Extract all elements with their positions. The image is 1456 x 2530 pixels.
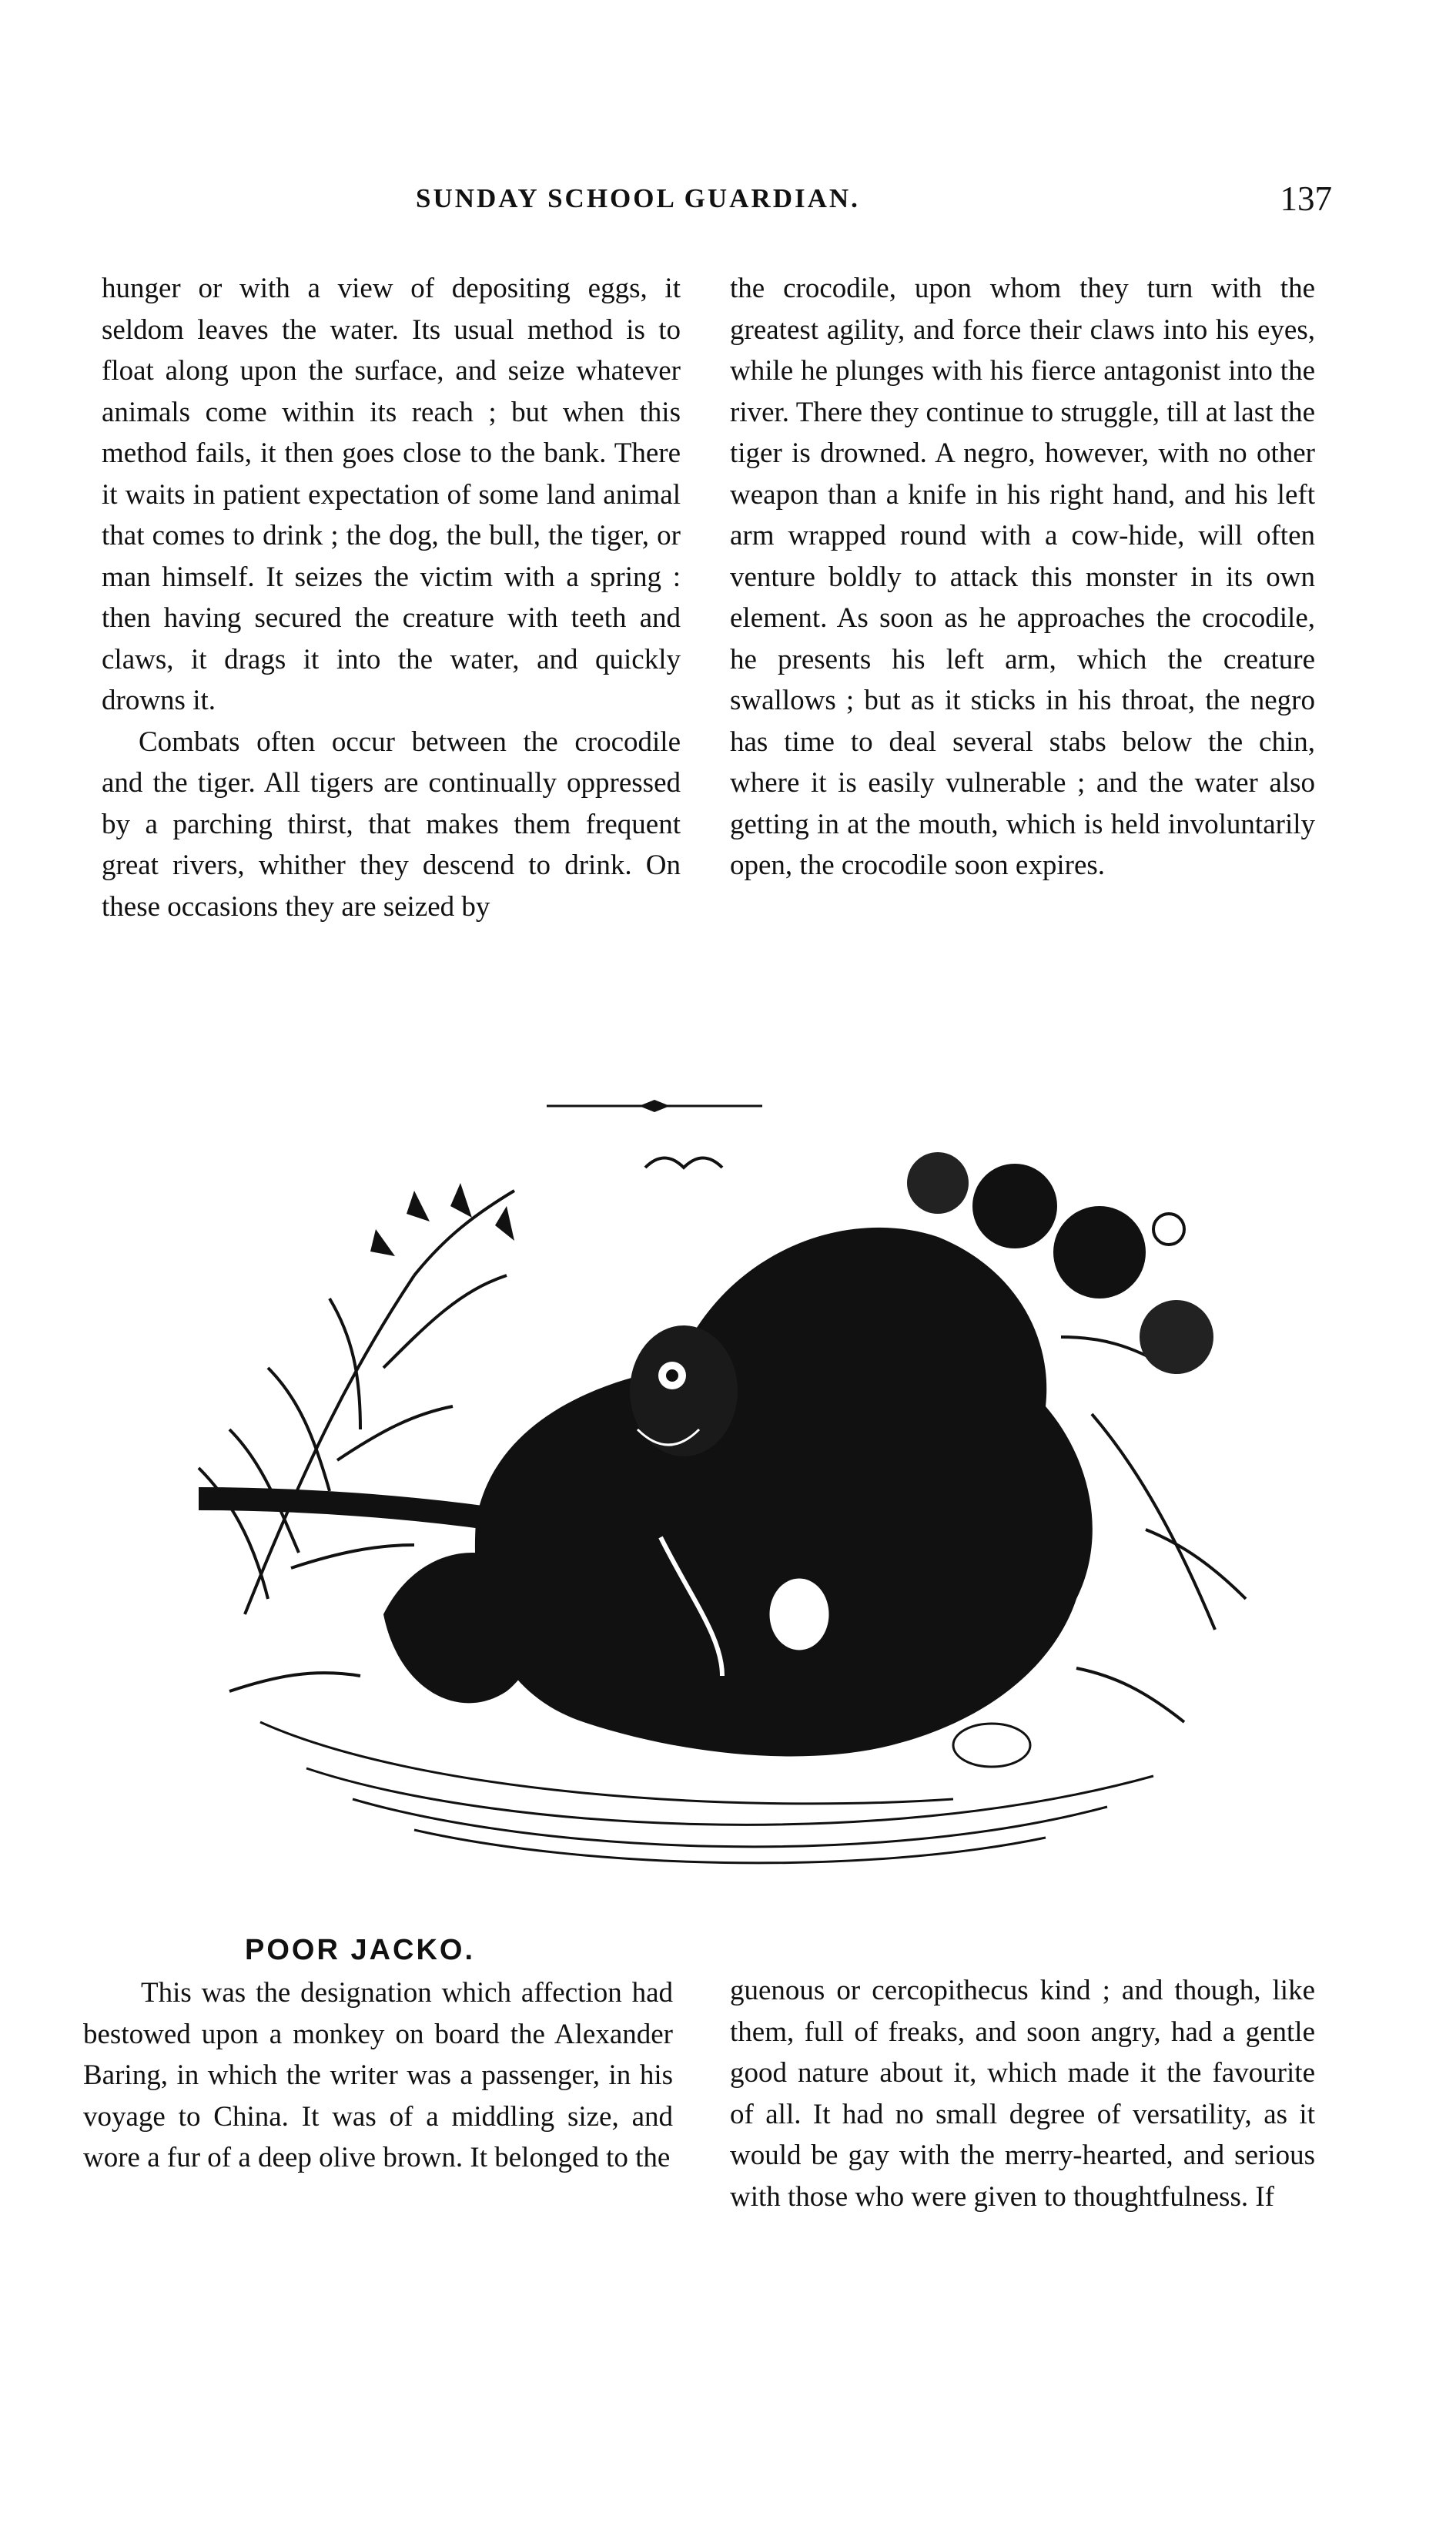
article-left-column — [83, 1929, 673, 2179]
page-number: 137 — [1280, 179, 1332, 218]
journal-title: SUNDAY SCHOOL GUARDIAN. — [416, 183, 860, 213]
jacko-paragraph-2: guenous or cercopithecus kind ; and though, like them, full of freaks, and soon angry, had a gentle good nature about it, which made it the favourite of all. It had no small degree of versatility, as it would be gay with the merry-hearted, and serious with those who were given to thoughtfulness. If — [730, 1975, 1315, 2213]
jacko-paragraph-1: This was the designation which affection had bestowed upon a monkey on board the Alexander Baring, in which the writer was a passenger, in his voyage to China. It was of a middling size, and wore a fur of a deep olive brown. It belonged to the — [83, 1977, 673, 2173]
running-header — [100, 179, 1332, 225]
monkey-engraving-icon — [183, 1137, 1284, 1892]
article-heading: POOR JACKO. — [245, 1934, 476, 1966]
top-left-column — [102, 268, 681, 927]
article-right-column — [730, 1970, 1315, 2217]
crocodile-paragraph-2: Combats often occur between the crocodile and the tiger. All tigers are continually oppressed by a parching thirst, that makes them frequent great rivers, whither they descend to drink. On these occasions they are seized by — [102, 725, 681, 923]
top-right-column — [730, 268, 1315, 886]
crocodile-paragraph-1: hunger or with a view of depositing eggs, it seldom leaves the water. Its usual method is to float along upon the surface, and seize whatever animals come within its reach ; but when this method fails, it then goes close to the bank. There it waits in patient expectation of some land animal that comes to drink ; the dog, the bull, the tiger, or man himself. It seizes the victim with a spring : then having secured the creature with teeth and claws, it drags it into the water, and quickly drowns it. — [102, 273, 681, 716]
ornamental-rule-icon — [547, 1097, 762, 1114]
crocodile-paragraph-3: the crocodile, upon whom they turn with the greatest agility, and force their claws into his eyes, while he plunges with his fierce antagonist into the river. There they continue to struggle, till at last the tiger is drowned. A negro, however, with no other weapon than a knife in his right hand, and his left arm wrapped round with a cow-hide, will often venture boldly to attack this monster in its own element. As soon as he approaches the crocodile, he presents his left arm, which the creature swallows ; but as it sticks in his throat, the negro has time to deal several stabs below the chin, where it is easily vulnerable ; and the water also getting in at the mouth, which is held involuntarily open, the crocodile soon expires. — [730, 273, 1315, 881]
